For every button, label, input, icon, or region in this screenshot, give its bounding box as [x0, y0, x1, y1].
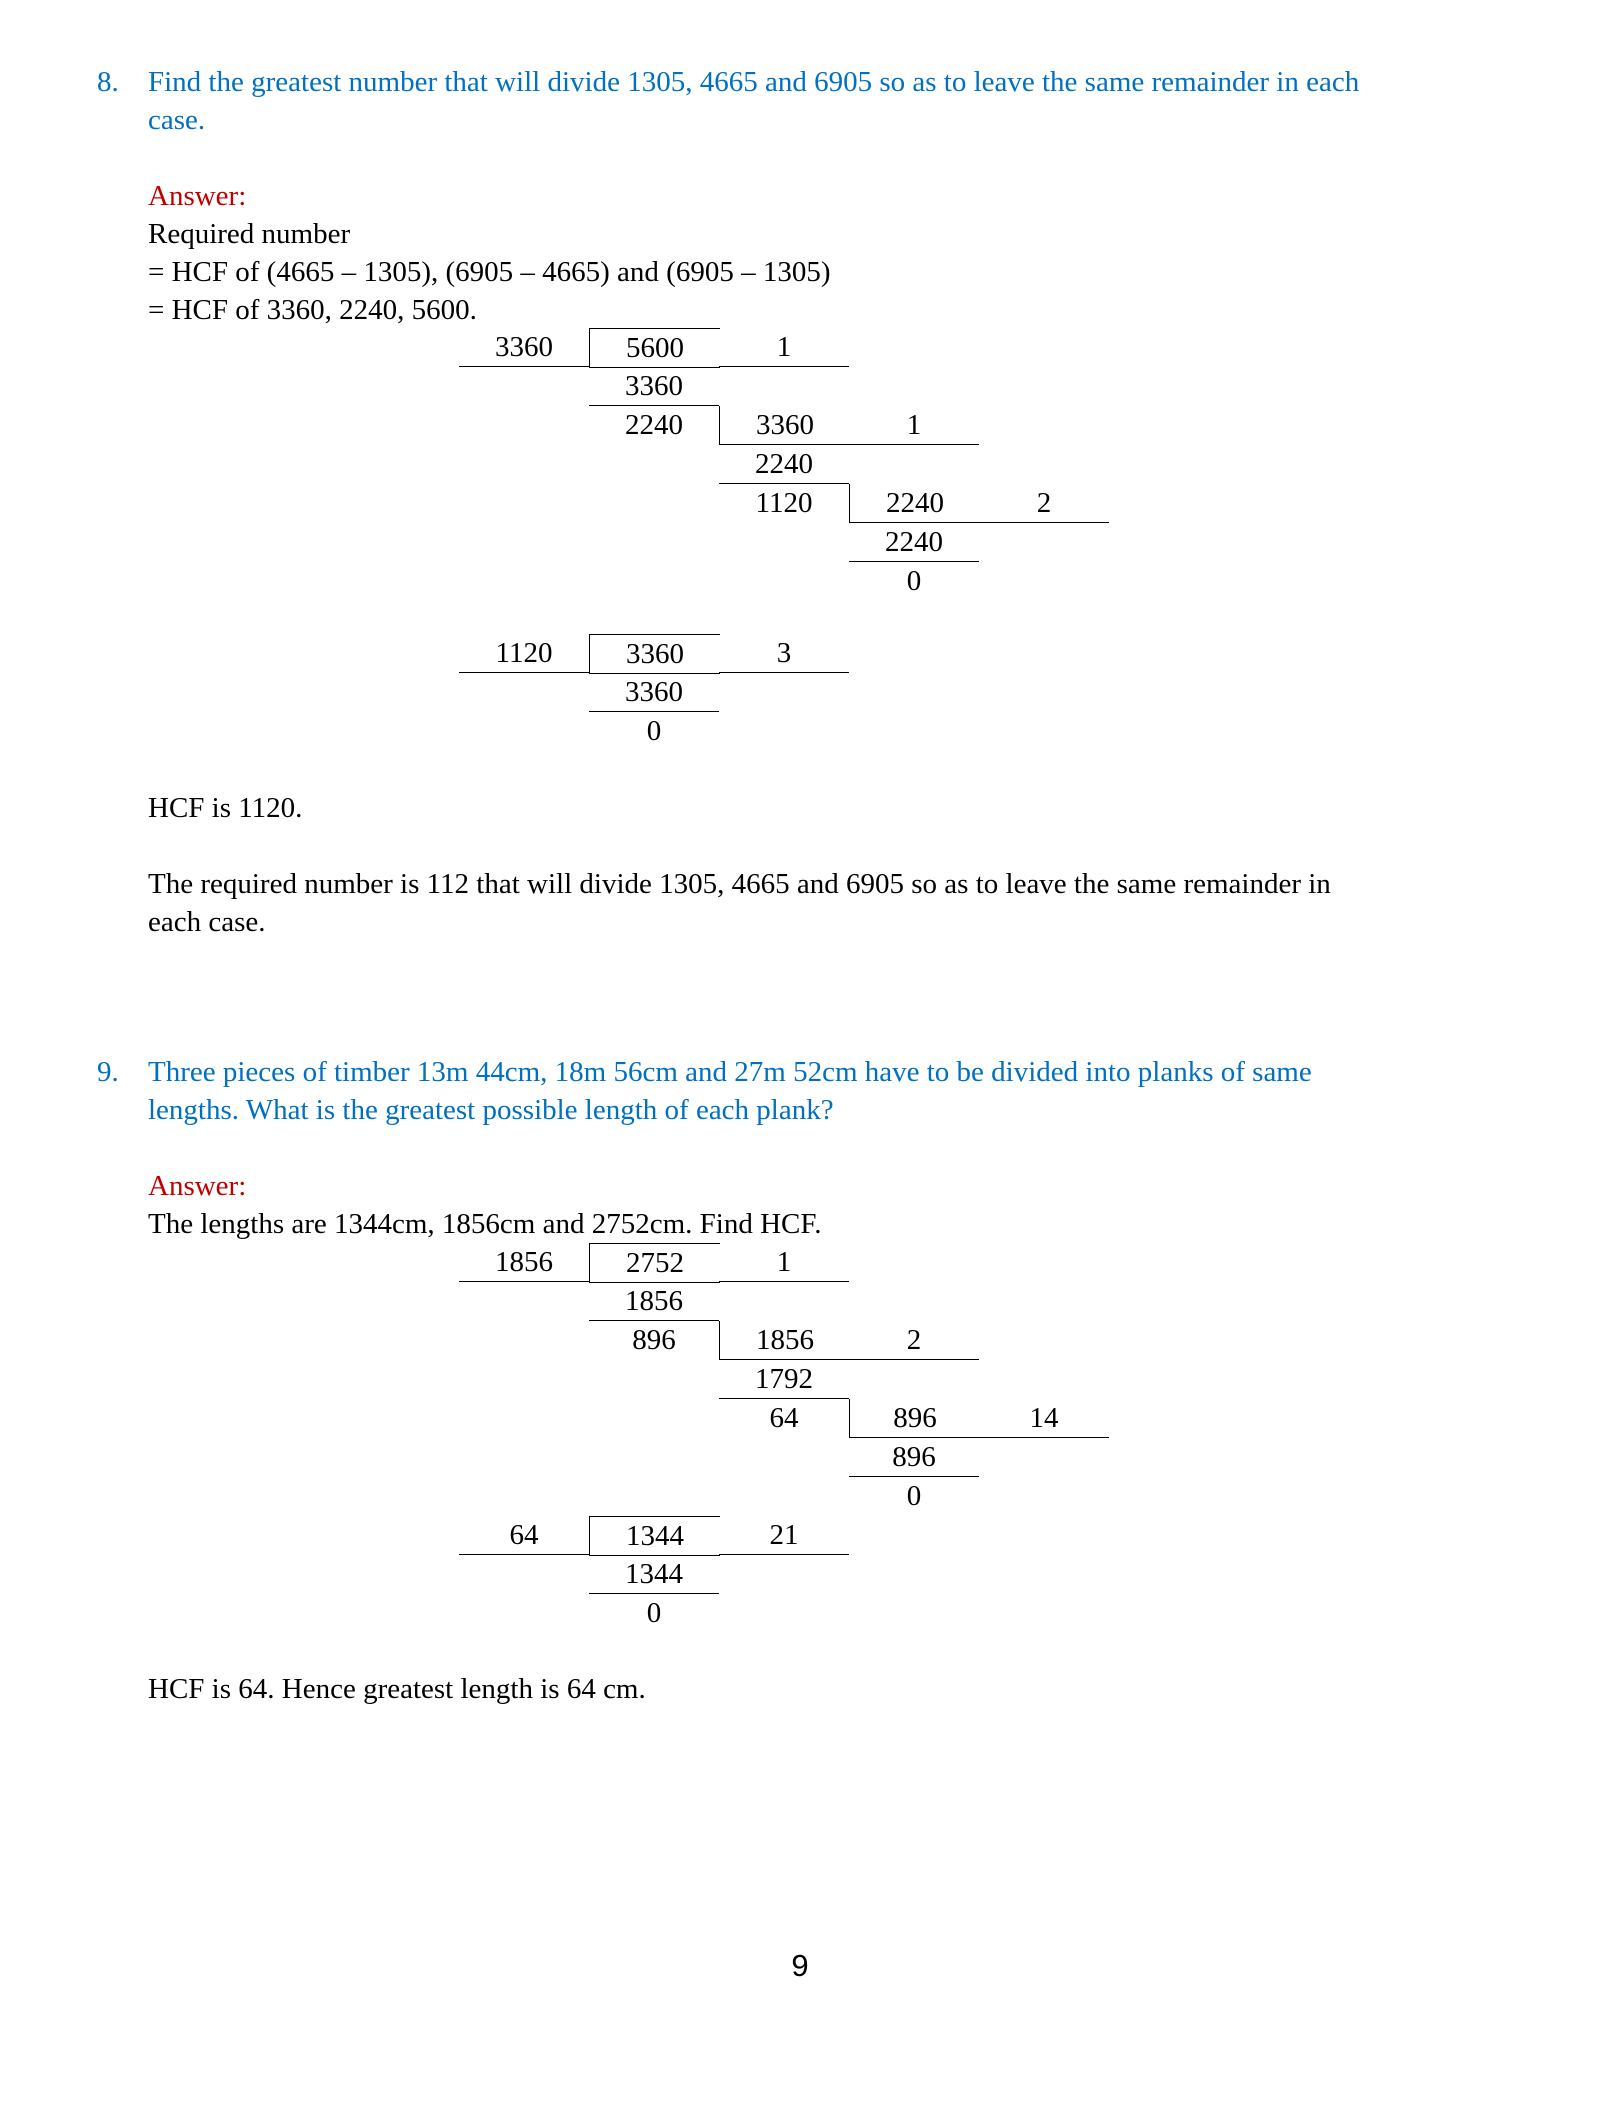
question-9-number: 9.: [97, 1056, 119, 1088]
q9-d2-remainder: 0: [646, 1597, 662, 1629]
q8-d1-quotient: 1: [719, 328, 849, 367]
q8-d1-dividend-2: 3360: [719, 406, 850, 445]
q8-conclusion-line1: The required number is 112 that will divide 1305, 4665 and 6905 so as to leave the same remainder in: [148, 868, 1331, 900]
q9-d1-subtrahend-3: 896: [849, 1438, 979, 1477]
q8-hcf-result: HCF is 1120.: [148, 792, 303, 824]
q9-d1-dividend: 2752: [589, 1243, 720, 1283]
question-9-text-line1: Three pieces of timber 13m 44cm, 18m 56cm and 27m 52cm have to be divided into planks of same: [148, 1056, 1312, 1088]
q9-d1-subtrahend-2: 1792: [719, 1360, 849, 1399]
q9-d1-dividend-3: 896: [849, 1399, 980, 1438]
q8-line-required-number: Required number: [148, 218, 351, 250]
q8-d1-remainder: 2240: [625, 409, 683, 441]
q9-d1-remainder: 896: [632, 1324, 676, 1356]
page-number: 9: [791, 1948, 809, 1983]
q8-conclusion-line2: each case.: [148, 906, 266, 938]
q8-line-hcf-values: = HCF of 3360, 2240, 5600.: [148, 294, 477, 326]
q8-d2-quotient: 3: [719, 634, 849, 673]
question-9-text-line2: lengths. What is the greatest possible length of each plank?: [148, 1094, 834, 1126]
q8-d1-subtrahend-2: 2240: [719, 445, 849, 484]
q8-d1-dividend-3: 2240: [849, 484, 980, 523]
q9-d2-quotient: 21: [719, 1516, 849, 1555]
q9-d2-subtrahend: 1344: [589, 1555, 719, 1594]
q9-d1-subtrahend: 1856: [589, 1282, 719, 1321]
q8-line-hcf-expression: = HCF of (4665 – 1305), (6905 – 4665) and (6905 – 1305): [148, 256, 831, 288]
q8-d2-remainder: 0: [646, 715, 662, 747]
q8-d1-quotient-3: 2: [979, 484, 1109, 523]
q9-d2-dividend: 1344: [589, 1516, 720, 1556]
q8-d2-subtrahend: 3360: [589, 673, 719, 712]
q9-conclusion: HCF is 64. Hence greatest length is 64 cm.: [148, 1673, 646, 1705]
q9-d2-divisor: 64: [459, 1516, 589, 1555]
q8-d1-divisor: 3360: [459, 328, 589, 367]
q9-lengths-line: The lengths are 1344cm, 1856cm and 2752cm. Find HCF.: [148, 1208, 822, 1240]
question-8-text-line1: Find the greatest number that will divide 1305, 4665 and 6905 so as to leave the same remainder in each: [148, 66, 1360, 98]
q9-d1-dividend-2: 1856: [719, 1321, 850, 1360]
q8-d1-quotient-2: 1: [849, 406, 979, 445]
q9-d1-remainder-3: 0: [906, 1480, 922, 1512]
question-8-text-line2: case.: [148, 104, 206, 136]
q9-d1-quotient-2: 2: [849, 1321, 979, 1360]
q8-d1-remainder-3: 0: [906, 565, 922, 597]
q9-d1-divisor: 1856: [459, 1243, 589, 1282]
q8-d1-subtrahend: 3360: [589, 367, 719, 406]
q8-d2-divisor: 1120: [459, 634, 589, 673]
question-8-number: 8.: [97, 66, 119, 98]
q9-d1-quotient: 1: [719, 1243, 849, 1282]
q8-d1-dividend: 5600: [589, 328, 720, 368]
q8-d2-dividend: 3360: [589, 634, 720, 674]
q9-d1-remainder-2: 64: [769, 1402, 799, 1434]
question-9-answer-label: Answer:: [148, 1170, 247, 1202]
q9-d1-quotient-3: 14: [979, 1399, 1109, 1438]
question-8-answer-label: Answer:: [148, 180, 247, 212]
q8-d1-remainder-2: 1120: [755, 487, 813, 519]
q8-d1-subtrahend-3: 2240: [849, 523, 979, 562]
